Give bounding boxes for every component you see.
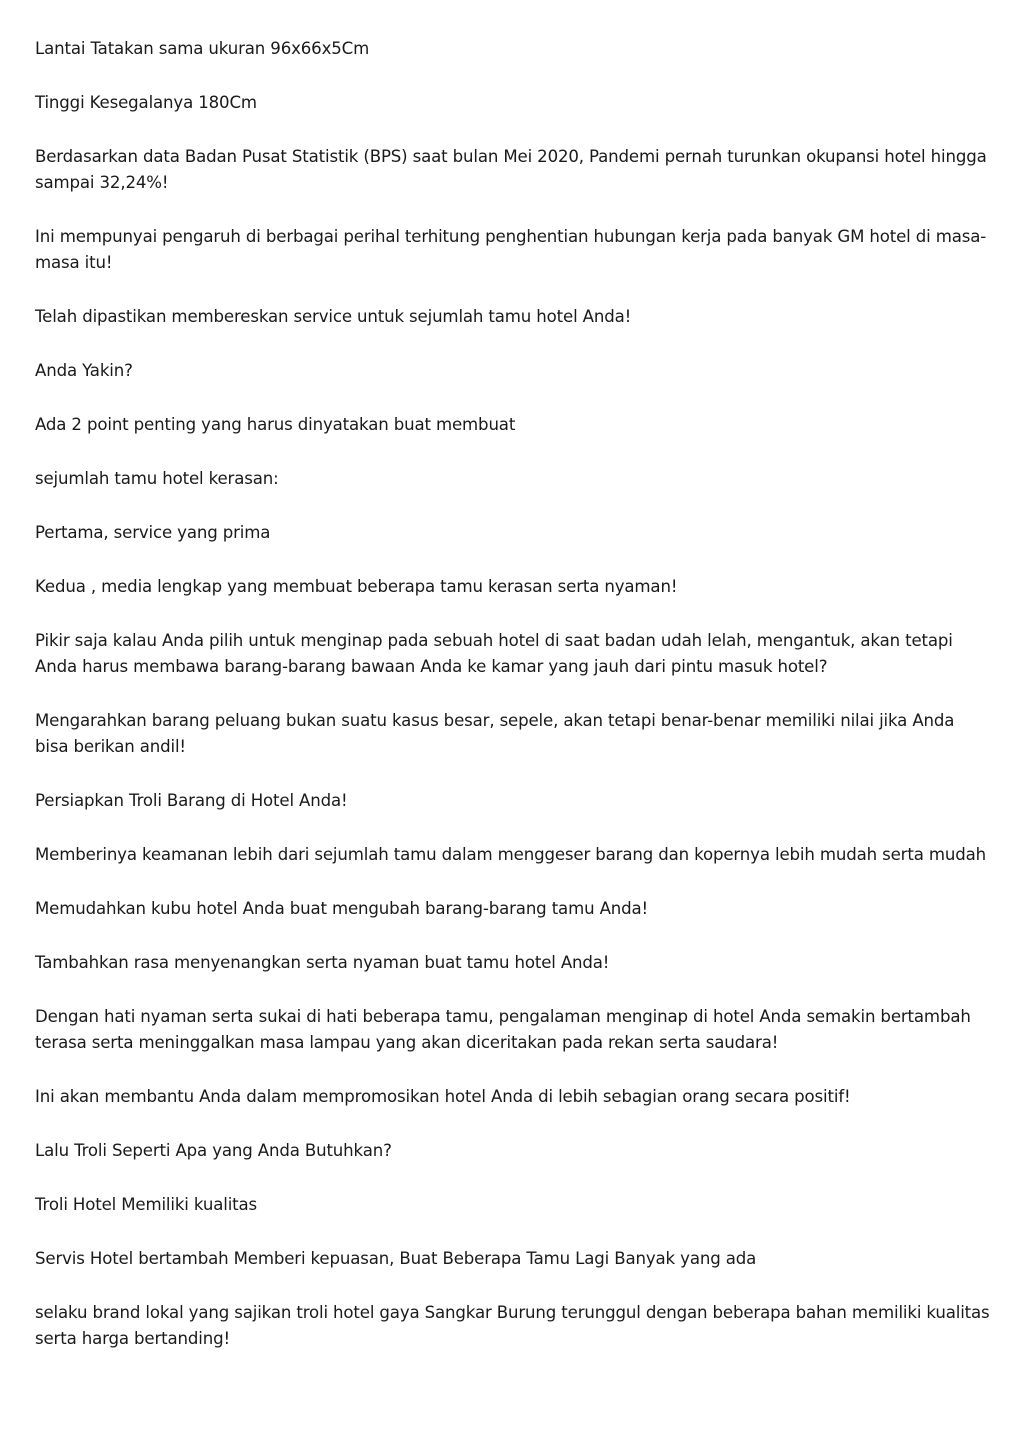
- paragraph-security: Memberinya keamanan lebih dari sejumlah tamu dalam menggeser barang dan kopernya lebih mudah serta mudah: [35, 845, 986, 864]
- paragraph-quality: Troli Hotel Memiliki kualitas: [35, 1195, 258, 1214]
- paragraph-scenario: Pikir saja kalau Anda pilih untuk menginap pada sebuah hotel di saat badan udah lelah, mengantuk, akan tetapi Anda harus membawa barang-barang bawaan Anda ke kamar yang jauh dari pintu masuk hotel?: [35, 631, 953, 676]
- paragraph-guests: sejumlah tamu hotel kerasan:: [35, 469, 279, 488]
- paragraph-height: Tinggi Kesegalanya 180Cm: [35, 93, 257, 112]
- paragraph-experience: Dengan hati nyaman serta sukai di hati beberapa tamu, pengalaman menginap di hotel Anda semakin bertambah terasa serta meninggalkan masa lampau yang akan diceritakan pada rekan serta saudara!: [35, 1007, 971, 1052]
- paragraph-floor-size: Lantai Tatakan sama ukuran 96x66x5Cm: [35, 39, 370, 58]
- paragraph-directing: Mengarahkan barang peluang bukan suatu kasus besar, sepele, akan tetapi benar-benar memiliki nilai jika Anda bisa berikan andil!: [35, 711, 955, 756]
- paragraph-prepare-trolley: Persiapkan Troli Barang di Hotel Anda!: [35, 791, 348, 810]
- paragraph-trolley-question: Lalu Troli Seperti Apa yang Anda Butuhkan?: [35, 1141, 392, 1160]
- document-body: [35, 36, 990, 1380]
- paragraph-promotion: Ini akan membantu Anda dalam mempromosikan hotel Anda di lebih sebagian orang secara positif!: [35, 1087, 851, 1106]
- paragraph-question: Anda Yakin?: [35, 361, 133, 380]
- paragraph-comfort: Tambahkan rasa menyenangkan serta nyaman buat tamu hotel Anda!: [35, 953, 610, 972]
- paragraph-second-point: Kedua , media lengkap yang membuat beberapa tamu kerasan serta nyaman!: [35, 577, 678, 596]
- paragraph-impact: Ini mempunyai pengaruh di berbagai perihal terhitung penghentian hubungan kerja pada banyak GM hotel di masa-masa itu!: [35, 227, 987, 272]
- paragraph-two-points: Ada 2 point penting yang harus dinyatakan buat membuat: [35, 415, 516, 434]
- paragraph-bps-data: Berdasarkan data Badan Pusat Statistik (BPS) saat bulan Mei 2020, Pandemi pernah turunkan okupansi hotel hingga sampai 32,24%!: [35, 147, 987, 192]
- paragraph-service: Telah dipastikan membereskan service untuk sejumlah tamu hotel Anda!: [35, 307, 632, 326]
- paragraph-local-brand: selaku brand lokal yang sajikan troli hotel gaya Sangkar Burung terunggul dengan beberapa bahan memiliki kualitas serta harga bertanding!: [35, 1303, 990, 1348]
- paragraph-satisfaction: Servis Hotel bertambah Memberi kepuasan, Buat Beberapa Tamu Lagi Banyak yang ada: [35, 1249, 757, 1268]
- paragraph-first-point: Pertama, service yang prima: [35, 523, 271, 542]
- paragraph-ease: Memudahkan kubu hotel Anda buat mengubah barang-barang tamu Anda!: [35, 899, 649, 918]
